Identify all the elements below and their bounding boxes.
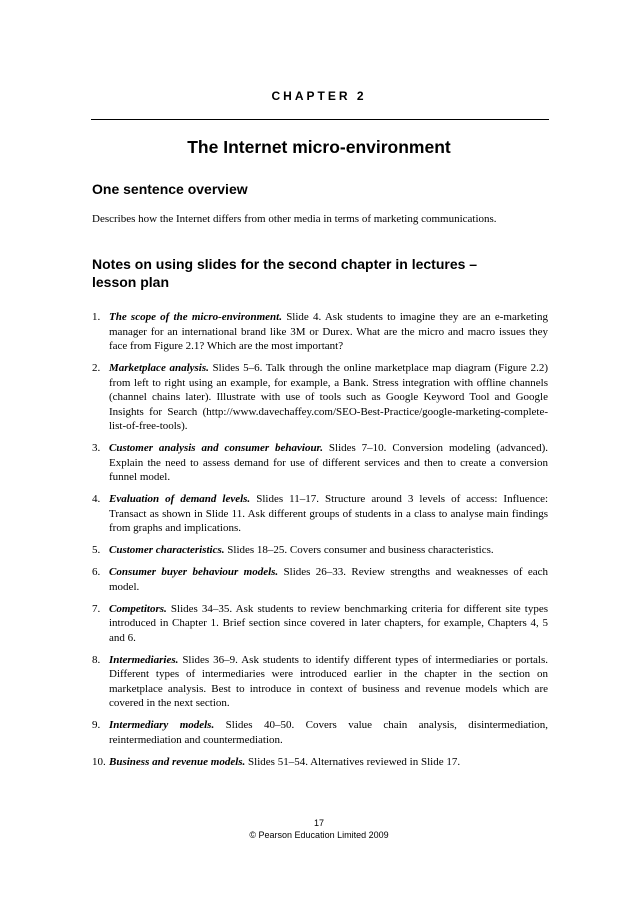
item-text: Slides 26–33. Review strengths and weaknesses of each model.: [109, 566, 548, 593]
header-rule: [91, 119, 549, 120]
item-title: Marketplace analysis.: [109, 362, 209, 374]
list-item: [92, 310, 548, 354]
item-title: Evaluation of demand levels.: [109, 493, 251, 505]
list-item: [92, 718, 548, 747]
item-number: 7.: [92, 602, 101, 615]
lesson-plan-list: [92, 310, 548, 777]
list-item: [92, 441, 548, 485]
item-text: Slides 40–50. Covers value chain analysis, disintermediation, reintermediation and countermediation.: [109, 719, 548, 746]
item-text: Slides 7–10. Conversion modeling (advanced). Explain the need to assess demand for use of different services and then to create a conversion funnel model.: [109, 442, 548, 483]
item-number: 8.: [92, 653, 101, 666]
item-text: Slides 5–6. Talk through the online marketplace map diagram (Figure 2.2) from left to right using an example, for example, a Bank. Stress integration with offline channels (channel chains later). Illustrate with use of tools such as Google Keyword Tool and Google Insights for Search (http://www.davechaffey.com/SEO-Best-Practice/google-marketing-complete-list-of-free-tools).: [109, 362, 548, 432]
item-text: Slides 34–35. Ask students to review benchmarking criteria for different site types introduced in Chapter 1. Brief section since covered in later chapters, for example, Chapters 4, 5 and 6.: [109, 602, 549, 644]
list-item: [92, 602, 548, 646]
item-text: Slides 11–17. Structure around 3 levels of access: Influence: Transact as shown in Slide 11. Ask different groups of students in a class to analyse main findings from graphs and implications.: [109, 493, 549, 534]
item-text: Slide 4. Ask students to imagine they are an e-marketing manager for an international brand like 3M or Durex. What are the micro and macro issues they face from Figure 2.1? Which are the most important?: [109, 311, 549, 352]
item-number: 5.: [92, 544, 101, 556]
notes-heading: Notes on using slides for the second chapter in lectures – lesson plan: [92, 256, 478, 290]
item-title: Consumer buyer behaviour models.: [109, 566, 279, 578]
list-item: [92, 543, 548, 558]
chapter-title: The Internet micro-environment: [187, 137, 451, 157]
item-number: 3.: [92, 442, 101, 454]
item-number: 10.: [92, 755, 106, 768]
list-item: [92, 653, 548, 711]
list-item: [92, 755, 548, 770]
item-title: Intermediaries.: [109, 653, 179, 666]
item-text: Slides 18–25. Covers consumer and business characteristics.: [227, 544, 494, 556]
item-title: Intermediary models.: [109, 719, 215, 731]
item-number: 4.: [92, 493, 101, 505]
item-number: 9.: [92, 719, 101, 731]
list-item: [92, 361, 548, 434]
item-number: 2.: [92, 362, 101, 374]
item-number: 1.: [92, 311, 101, 323]
item-title: Customer characteristics.: [109, 544, 225, 556]
item-title: The scope of the micro-environment.: [109, 311, 282, 323]
list-item: [92, 565, 548, 594]
overview-heading: One sentence overview: [92, 181, 248, 197]
item-number: 6.: [92, 566, 101, 578]
item-title: Business and revenue models.: [109, 755, 246, 768]
list-item: [92, 492, 548, 536]
overview-text: Describes how the Internet differs from other media in terms of marketing communications.: [92, 213, 497, 225]
item-title: Customer analysis and consumer behaviour.: [109, 442, 323, 454]
item-title: Competitors.: [109, 602, 167, 615]
item-text: Slides 36–9. Ask students to identify different types of intermediaries or portals. Different types of intermediaries were introduced earlier in the chapter in the section on marketplace analysis. Best to introduce in context of business and revenue models which are covered in the next section.: [109, 653, 549, 709]
page-number: 17: [313, 818, 324, 828]
item-text: Slides 51–54. Alternatives reviewed in Slide 17.: [248, 755, 461, 768]
copyright-notice: © Pearson Education Limited 2009: [249, 830, 389, 840]
chapter-label: CHAPTER 2: [271, 89, 367, 103]
